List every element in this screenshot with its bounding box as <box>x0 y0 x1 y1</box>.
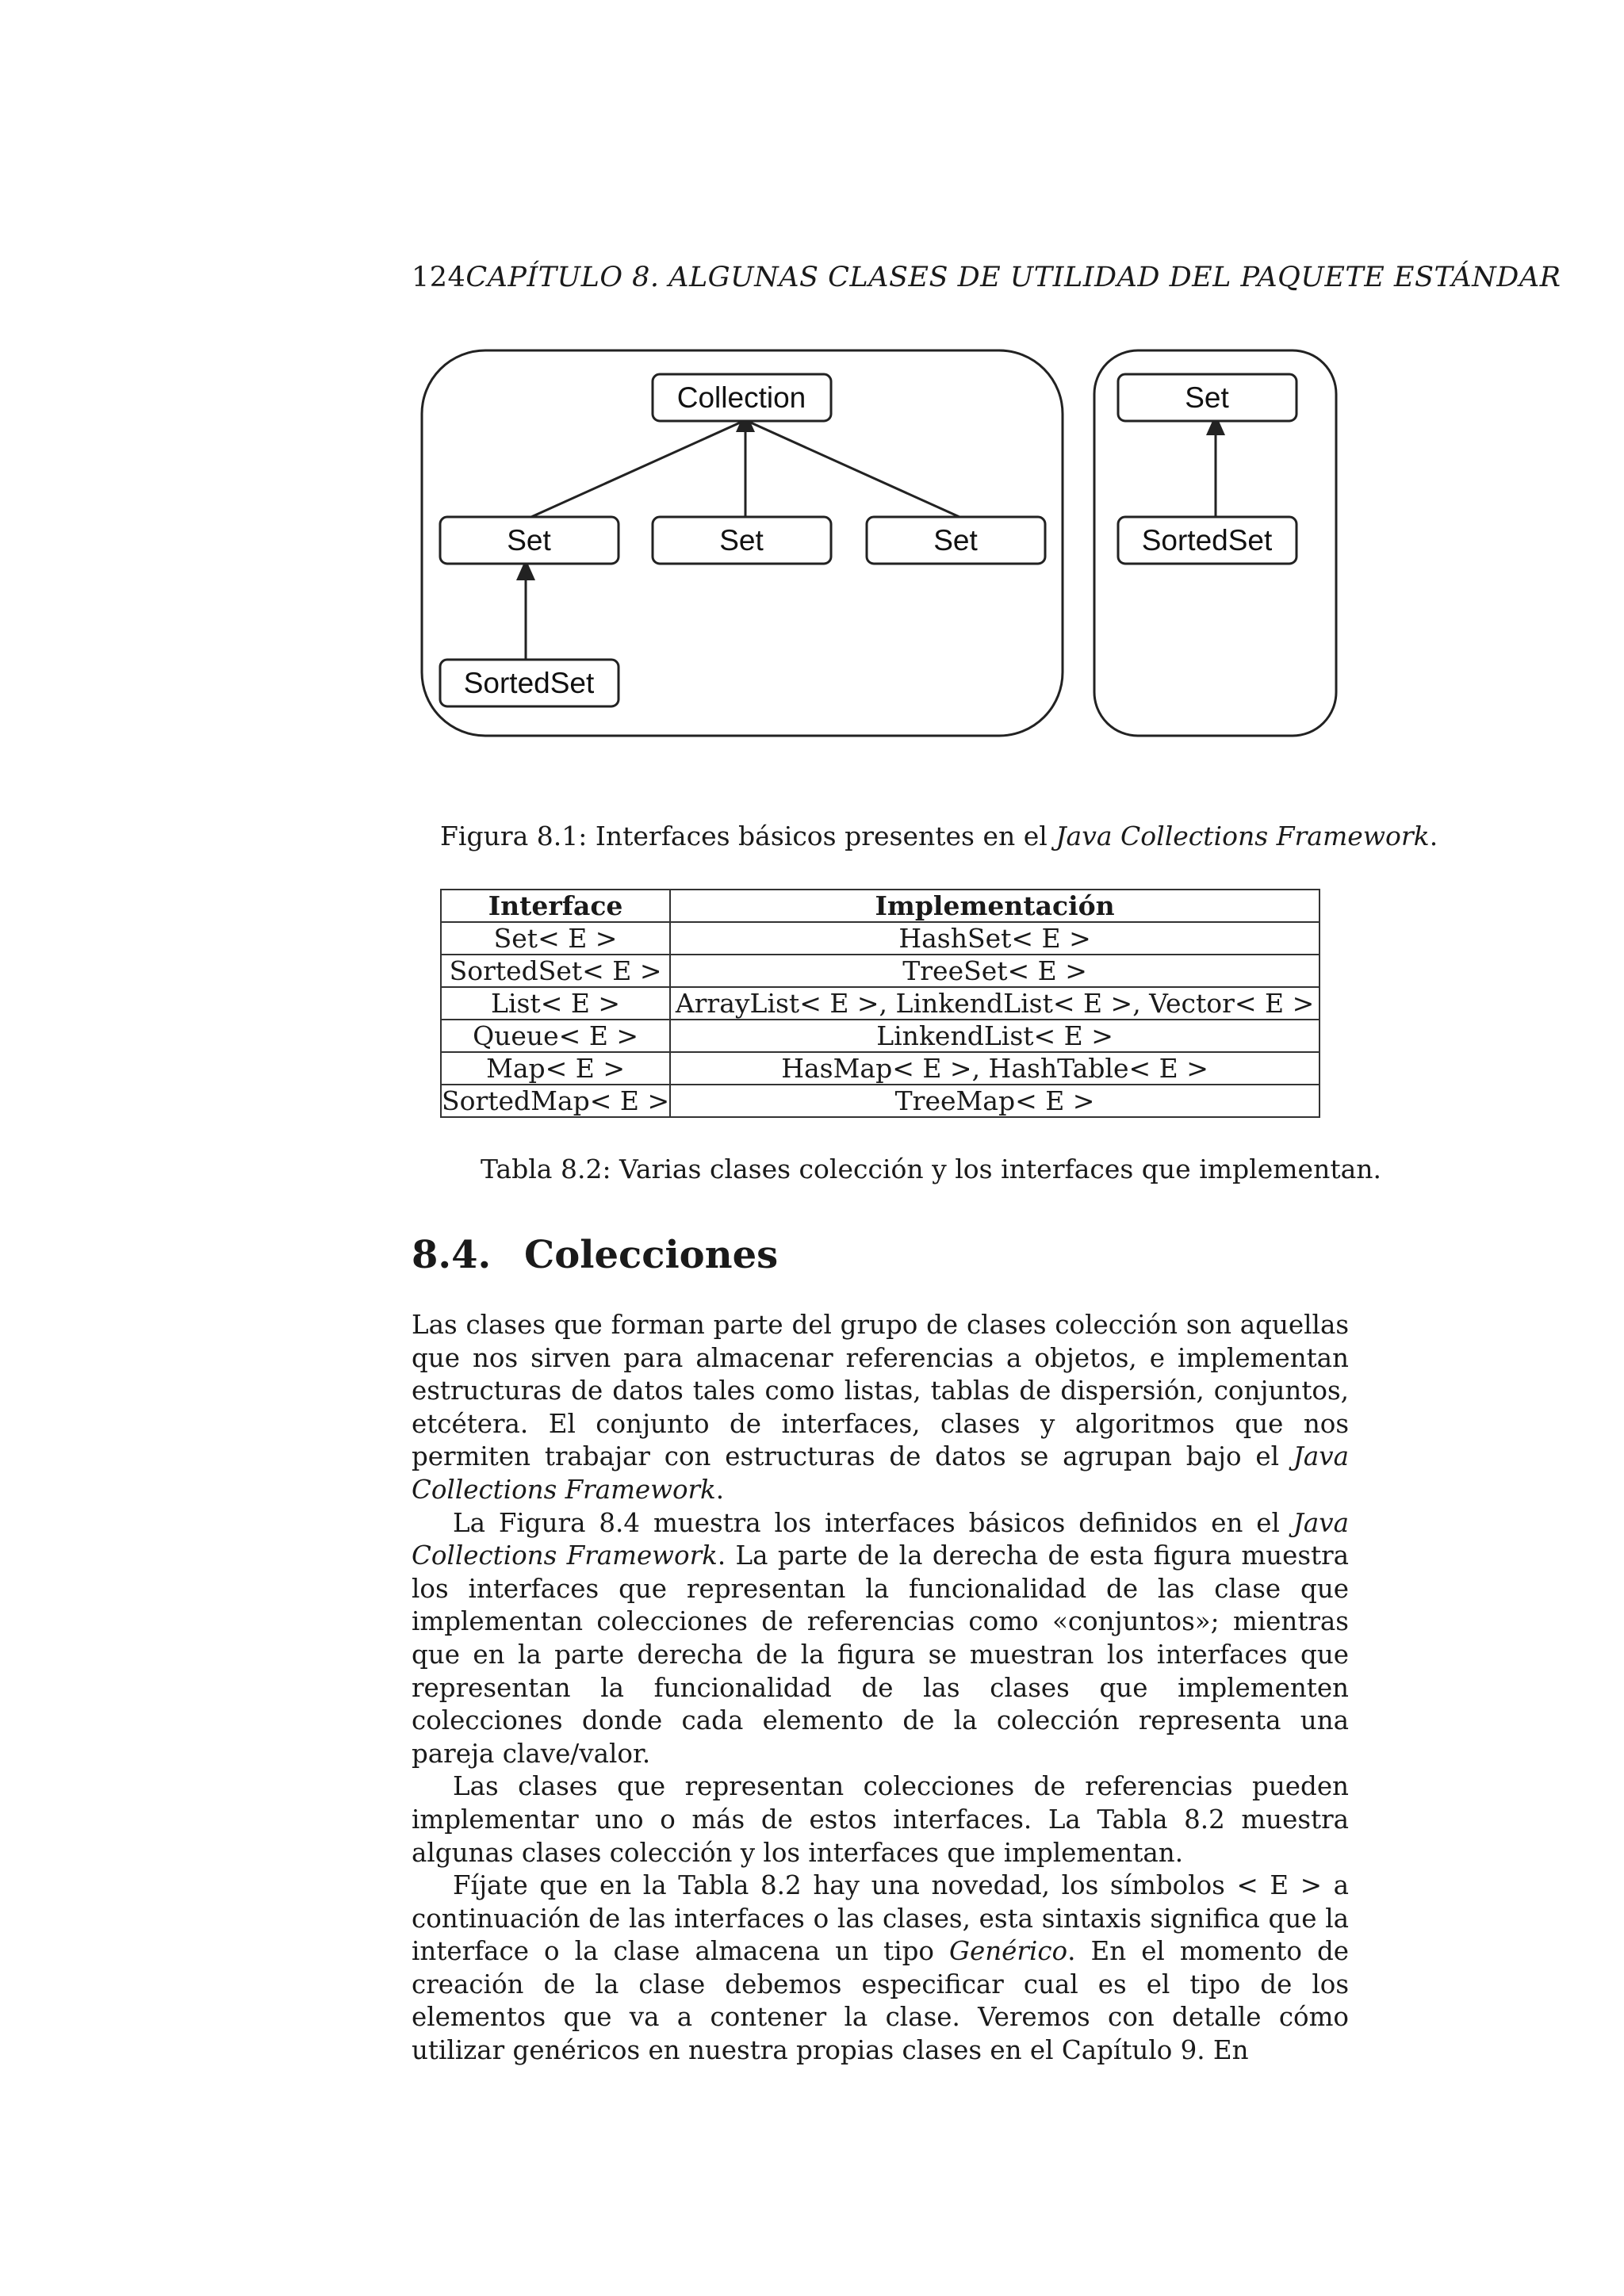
table-row <box>441 1085 1320 1117</box>
table-cell: List< E > <box>441 987 670 1020</box>
table-cell: HashSet< E > <box>670 922 1320 955</box>
node-sortedset-right <box>1118 517 1297 564</box>
implementation-table <box>440 889 1320 1118</box>
node-collection-label: Collection <box>676 381 806 414</box>
body-text <box>412 1309 1349 2068</box>
section-number: 8.4. <box>412 1233 492 1277</box>
node-sortedset-left-label: SortedSet <box>463 667 595 699</box>
node-sortedset-left <box>440 660 619 706</box>
node-set-2 <box>653 517 831 564</box>
table-cell: HasMap< E >, HashTable< E > <box>670 1052 1320 1085</box>
p1-text-a: Las clases que forman parte del grupo de clases colección son aquellas que nos sirven para almacenar referencias a objetos, e implementan estructuras de datos tales como listas, tablas de dispersión, conjuntos, etcétera. El conjunto de interfaces, clases y algoritmos que nos permiten trabajar con estructuras de datos se agrupan bajo el <box>412 1310 1349 1472</box>
table-cell: LinkendList< E > <box>670 1020 1320 1052</box>
p4-text-b: . En el momento de creación de la clase debemos especificar cual es el tipo de los elementos que va a contener la clase. Veremos con detalle cómo utilizar genéricos en nuestra propias clases en el Capítulo 9. En <box>412 1936 1349 2066</box>
node-set-3 <box>867 517 1045 564</box>
table-cell: Map< E > <box>441 1052 670 1085</box>
node-set-right-label: Set <box>1185 381 1229 414</box>
table-cell: TreeSet< E > <box>670 955 1320 987</box>
table-cell: TreeMap< E > <box>670 1085 1320 1117</box>
node-set-2-label: Set <box>719 524 764 557</box>
table-row <box>441 1052 1320 1085</box>
paragraph-3: Las clases que representan colecciones de referencias pueden implementar uno o más de estos interfaces. La Tabla 8.2 muestra algunas clases colección y los interfaces que implementan. <box>412 1771 1349 1868</box>
collections-interface-diagram <box>412 341 1348 745</box>
edge-collection-set1 <box>531 420 745 517</box>
header-interface: Interface <box>441 890 670 922</box>
section-heading <box>412 1233 778 1277</box>
figure-caption-italic: Java Collections Framework <box>1055 821 1430 851</box>
table-cell: ArrayList< E >, LinkendList< E >, Vector< E > <box>670 987 1320 1020</box>
table-header-row <box>441 890 1320 922</box>
table-row <box>441 987 1320 1020</box>
paragraph-1 <box>412 1309 1349 1507</box>
p1-text-b: . <box>715 1474 725 1505</box>
running-header <box>412 262 1561 293</box>
chapter-title: CAPÍTULO 8. ALGUNAS CLASES DE UTILIDAD DEL PAQUETE ESTÁNDAR <box>465 262 1561 293</box>
p2-text-b: . La parte de la derecha de esta figura muestra los interfaces que representan la funcionalidad de las clase que implementan colecciones de referencias como «conjuntos»; mientras que en la parte derecha de la figura se muestran los interfaces que representan la funcionalidad de las clases que implementen colecciones donde cada elemento de la colección representa una pareja clave/valor. <box>412 1540 1350 1769</box>
header-implementation: Implementación <box>670 890 1320 922</box>
table-row <box>441 955 1320 987</box>
table-cell: SortedSet< E > <box>441 955 670 987</box>
node-set-3-label: Set <box>933 524 978 557</box>
p2-italic: Java Collections Framework <box>412 1507 1349 1571</box>
table-caption: Tabla 8.2: Varias clases colección y los interfaces que implementan. <box>481 1154 1382 1184</box>
figure-caption <box>440 821 1438 851</box>
page-number: 124 <box>412 262 466 293</box>
node-set-1 <box>440 517 619 564</box>
p1-italic: Java Collections Framework <box>412 1441 1349 1505</box>
table-row <box>441 1020 1320 1052</box>
section-title: Colecciones <box>524 1233 779 1277</box>
p4-italic: Genérico <box>949 1936 1068 1967</box>
paragraph-2 <box>412 1507 1349 1771</box>
figure-caption-suffix: . <box>1429 821 1438 851</box>
paragraph-4 <box>412 1869 1349 2068</box>
node-set-right <box>1118 374 1297 421</box>
node-set-1-label: Set <box>507 524 551 557</box>
edge-collection-set3 <box>745 420 959 517</box>
figure-caption-prefix: Figura 8.1: Interfaces básicos presentes en el <box>440 821 1056 851</box>
table-row <box>441 922 1320 955</box>
table-cell: SortedMap< E > <box>442 1085 670 1116</box>
p2-text-a: La Figura 8.4 muestra los interfaces básicos definidos en el <box>453 1507 1293 1538</box>
node-collection <box>653 374 831 421</box>
table-cell: Set< E > <box>441 922 670 955</box>
node-sortedset-right-label: SortedSet <box>1141 524 1273 557</box>
table-cell: Queue< E > <box>441 1020 670 1052</box>
p4-text-a: Fíjate que en la Tabla 8.2 hay una novedad, los símbolos < E > a continuación de las interfaces o las clases, esta sintaxis significa que la interface o la clase almacena un tipo <box>412 1870 1349 1967</box>
